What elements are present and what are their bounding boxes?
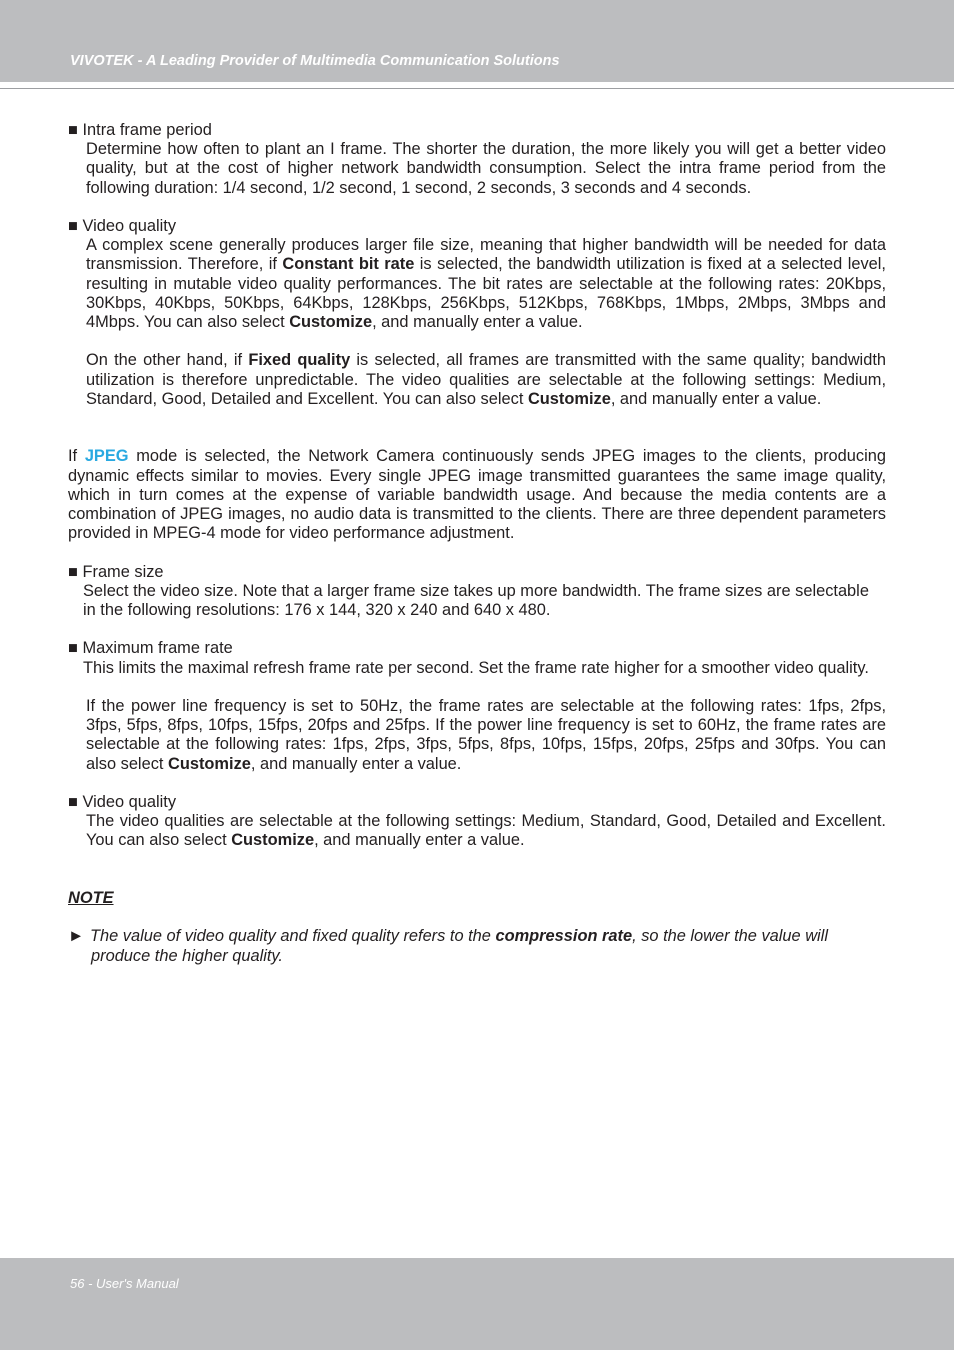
video-quality-item-jpeg [68,793,886,851]
bullet-icon: ■ [68,562,78,581]
item-description: If the power line frequency is set to 50Hz, the frame rates are selectable at the following rates: 1fps, 2fps, 3fps, 5fps, 8fps, 10fps, 15fps, 20fps and 25fps. If the power line frequency is set to 60Hz, the frame rates are selectable at the following rates: 1fps, 2fps, 3fps, 5fps, 8fps, 10fps, 15fps, 20fps, 25fps and 30fps. You can also select Customize, and manually enter a value. [86,697,886,773]
item-description: Select the video size. Note that a larger frame size takes up more bandwidth. The frame sizes are selectable in the following resolutions: 176 x 144, 320 x 240 and 640 x 480. [83,581,869,620]
customize-term: Customize [289,313,373,332]
page-number: 56 - User's Manual [70,1276,179,1291]
maximum-frame-rate-item [68,639,886,773]
item-title: Maximum frame rate [82,639,233,658]
page-footer [0,1258,954,1350]
note-text: ► The value of video quality and fixed quality refers to the compression rate, so the lower the value will produce the higher quality. [68,927,828,965]
header-title: VIVOTEK - A Leading Provider of Multimedia Communication Solutions [70,53,560,69]
bullet-icon: ■ [68,639,78,658]
arrow-right-icon: ► [68,927,85,946]
item-description: On the other hand, if Fixed quality is selected, all frames are transmitted with the same quality; bandwidth utilization is therefore unpredictable. The video qualities are selectable at the following settings: Medium, Standard, Good, Detailed and Excellent. You can also select Customize, and manually enter a value. [86,351,886,408]
page-content [68,121,886,966]
jpeg-term: JPEG [84,447,129,466]
item-title: Video quality [82,793,177,811]
item-description: This limits the maximal refresh frame rate per second. Set the frame rate higher for a smoother video quality. [83,658,869,677]
item-title: Frame size [82,562,164,581]
intra-frame-period-item [68,121,886,198]
customize-term: Customize [231,831,315,850]
compression-rate-term: compression rate [495,927,633,946]
customize-term: Customize [168,754,251,773]
bullet-icon: ■ [68,793,78,811]
bullet-icon: ■ [68,217,78,235]
frame-size-item [68,563,886,621]
item-description: Determine how often to plant an I frame. The shorter the duration, the more likely you will get a better video quality, but at the cost of higher network bandwidth consumption. Select the intra frame period from the following duration: 1/4 second, 1/2 second, 1 second, 2 seconds, 3 seconds and 4 seconds. [86,140,886,197]
item-title: Video quality [82,217,177,235]
item-description: A complex scene generally produces larger file size, meaning that higher bandwidth will be needed for data transmission. Therefore, if Constant bit rate is selected, the bandwidth utilization is fixed at a selected level, resulting in mutable video quality performances. The bit rates are selectable at the following rates: 20Kbps, 30Kbps, 40Kbps, 50Kbps, 64Kbps, 128Kbps, 256Kbps, 512Kbps, 768Kbps, 1Mbps, 2Mbps, 3Mbps and 4Mbps. You can also select Customize, and manually enter a value. [86,236,886,332]
bullet-icon: ■ [68,121,78,139]
video-quality-item-mpeg4 [68,217,886,409]
note-heading: NOTE [68,889,114,907]
page-header [0,0,954,82]
item-description: The video qualities are selectable at the following settings: Medium, Standard, Good, Detailed and Excellent. You can also select Customize, and manually enter a value. [86,812,886,850]
constant-bit-rate-term: Constant bit rate [282,255,415,274]
jpeg-mode-paragraph: If JPEG mode is selected, the Network Camera continuously sends JPEG images to the clients, producing dynamic effects similar to movies. Every single JPEG image transmitted guarantees the same image quality, which in turn comes at the expense of variable bandwidth usage. And because the media contents are a combination of JPEG images, no audio data is transmitted to the clients. There are three dependent parameters provided in MPEG-4 mode for video performance adjustment. [68,447,886,543]
fixed-quality-term: Fixed quality [248,351,351,370]
customize-term: Customize [527,389,611,408]
header-divider [0,88,954,89]
item-title: Intra frame period [82,121,212,139]
